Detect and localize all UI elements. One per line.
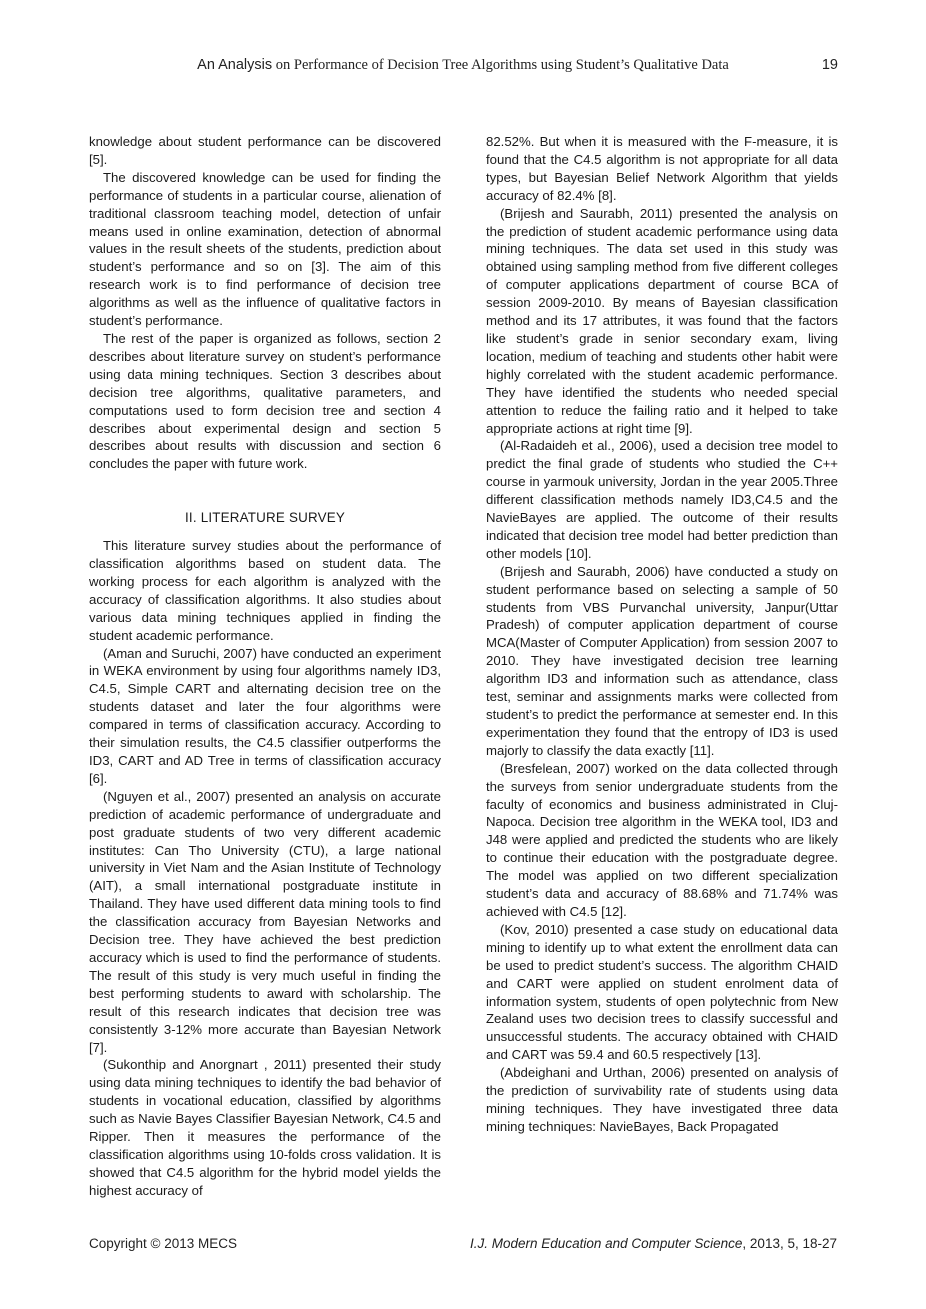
page-footer (89, 1236, 837, 1256)
right-column (486, 133, 838, 1136)
journal-citation (470, 1236, 837, 1251)
journal-issue: , 2013, 5, 18-27 (742, 1236, 837, 1251)
paragraph: (Nguyen et al., 2007) presented an analysis on accurate prediction of academic performance of undergraduate and post graduate students of two very different academic institutes: Can Tho University (CTU), a large national university in Viet Nam and the Asian Institute of Technology (AIT), a small international postgraduate institute in Thailand. They have used different data mining tools to find the classification accuracy from Bayesian Networks and Decision tree. They have achieved the best prediction accuracy which is used to find the performance of students. The result of this study is very much useful in finding the best performing students to award with scholarship. The result of this research indicates that decision tree was consistently 3-12% more accurate than Bayesian Network [7]. (89, 788, 441, 1055)
journal-name: I.J. Modern Education and Computer Science (470, 1236, 743, 1251)
paragraph: (Al-Radaideh et al., 2006), used a decision tree model to predict the final grade of students who studied the C++ course in yarmouk university, Jordan in the year 2005.Three different classification methods namely ID3,C4.5 and the NavieBayes are applied. The outcome of their results indicated that decision tree model had better prediction than other models [10]. (486, 438, 838, 561)
paragraph: (Abdeighani and Urthan, 2006) presented on analysis of the prediction of survivability rate of students using data mining techniques. They have investigated three data mining techniques: NavieBayes, Back Propagated (486, 1065, 838, 1134)
paragraph: (Aman and Suruchi, 2007) have conducted an experiment in WEKA environment by using four algorithms namely ID3, C4.5, Simple CART and alternating decision tree on the students dataset and later the four algorithms were compared in terms of classification accuracy. According to their simulation results, the C4.5 classifier outperforms the ID3, CART and AD Tree in terms of classification accuracy [6]. (89, 645, 441, 786)
paragraph: (Bresfelean, 2007) worked on the data collected through the surveys from senior undergraduate students from the faculty of economics and business administrated in Cluj-Napoca. Decision tree algorithm in the WEKA tool, ID3 and J48 were applied and predicted the students who are likely to continue their education with the postgraduate degree. The model was applied on two different specialization student’s data and accuracy of 88.68% and 71.74% was achieved with C4.5 [12]. (486, 760, 838, 919)
paragraph: 82.52%. But when it is measured with the F-measure, it is found that the C4.5 algorithm is not appropriate for all data types, but Bayesian Belief Network Algorithm that yields accuracy of 82.4% [8]. (486, 134, 838, 203)
paragraph: This literature survey studies about the performance of classification algorithms based on student data. The working process for each algorithm is analyzed with the accuracy of classification algorithms. It also studies about various data mining techniques applied in finding the student academic performance. (89, 538, 441, 643)
running-header (0, 57, 926, 79)
paragraph: The discovered knowledge can be used for finding the performance of students in a particular course, alienation of traditional classroom teaching model, detection of unfair means used in online examination, detection of abnormal values in the result sheets of the students, prediction about student’s performance and so on [3]. The aim of this research work is to find performance of decision tree algorithms as well as the influence of qualitative factors in student’s performance. (89, 169, 441, 329)
copyright-notice: Copyright © 2013 MECS (89, 1236, 238, 1251)
running-title (0, 57, 926, 74)
left-column (89, 133, 441, 1200)
paragraph: (Sukonthip and Anorgnart , 2011) presented their study using data mining techniques to identify the bad behavior of students in vocational education, classified by algorithms such as Navie Bayes Classifier Bayesian Network, C4.5 and Ripper. Then it measures the performance of the classification algorithms using 10-folds cross validation. It is showed that C4.5 algorithm for the hybrid model yields the highest accuracy of (89, 1057, 441, 1198)
running-title-rest: on Performance of Decision Tree Algorithms using Student’s Qualitative Data (272, 57, 729, 73)
page-number: 19 (821, 57, 838, 73)
paragraph: (Kov, 2010) presented a case study on educational data mining to identify up to what extent the enrollment data can be used to predict student’s success. The algorithm CHAID and CART were applied on student enrolment data of information system, students of open polytechnic from New Zealand uses two decision trees to classify successful and unsuccessful students. The accuracy obtained with CHAID and CART was 59.4 and 60.5 respectively [13]. (486, 921, 838, 1063)
running-title-lead: An Analysis (197, 57, 273, 73)
section-heading: II. LITERATURE SURVEY (185, 510, 345, 526)
paragraph: (Brijesh and Saurabh, 2011) presented the analysis on the prediction of student academic performance using data mining techniques. The data set used in this study was obtained using sampling method from five different colleges of computer applications department of course BCA of session 2009-2010. By means of Bayesian classification method and its 17 attributes, it was found that the factors like student’s grade in senior secondary exam, living location, medium of teaching and students other habit were highly correlated with the student academic performance. They have identified the students who needed special attention to reduce the failing ratio and it helped to take appropriate actions at right time [9]. (486, 205, 838, 436)
paragraph: The rest of the paper is organized as follows, section 2 describes about literature survey on student’s performance using data mining techniques. Section 3 describes about decision tree algorithms, qualitative parameters, and computations used to form decision tree and section 4 describes about experimental design and section 5 describes about results with discussion and section 6 concludes the paper with future work. (89, 330, 441, 472)
paragraph: knowledge about student performance can be discovered [5]. (89, 134, 441, 167)
paragraph: (Brijesh and Saurabh, 2006) have conducted a study on student performance based on selecting a sample of 50 students from VBS Purvanchal university, Janpur(Uttar Pradesh) of computer application department of course MCA(Master of Computer Application) from session 2007 to 2010. They have investigated decision tree learning algorithm ID3 and information such as attendance, class test, seminar and assignments marks were collected from student’s to predict the performance at semester end. In this experimentation they found that the entropy of ID3 is used majorly to classify the data exactly [11]. (486, 563, 838, 758)
